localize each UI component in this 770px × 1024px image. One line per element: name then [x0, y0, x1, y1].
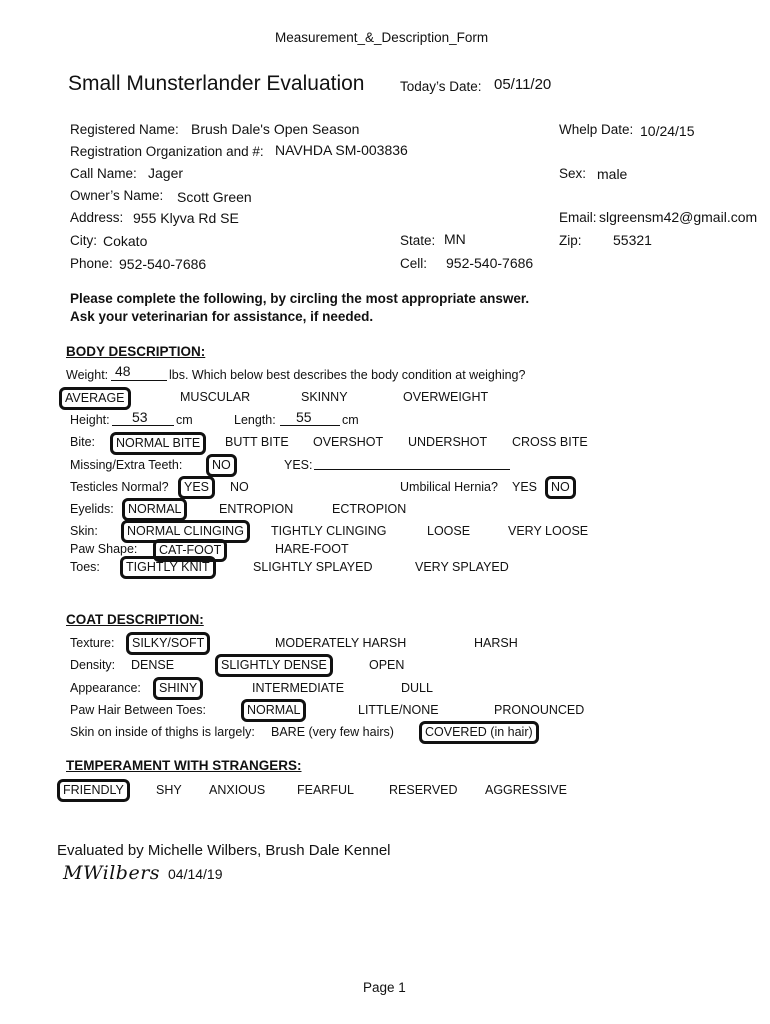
skin-very-loose[interactable]: VERY LOOSE: [508, 524, 589, 538]
weight-value[interactable]: 48: [115, 363, 131, 379]
teeth-no[interactable]: NO: [206, 454, 237, 477]
bite-label: Bite:: [70, 435, 96, 449]
eyelids-normal[interactable]: NORMAL: [122, 498, 187, 521]
bite-overshot[interactable]: OVERSHOT: [313, 435, 384, 449]
hernia-yes[interactable]: YES: [512, 480, 538, 494]
date-label: Today’s Date:: [400, 79, 482, 94]
paw-cat-foot[interactable]: CAT-FOOT: [153, 539, 227, 562]
length-unit: cm: [342, 413, 359, 427]
condition-skinny[interactable]: SKINNY: [301, 390, 348, 404]
reg-org-value[interactable]: NAVHDA SM-003836: [275, 142, 408, 158]
condition-overweight[interactable]: OVERWEIGHT: [403, 390, 489, 404]
owner-value[interactable]: Scott Green: [177, 189, 252, 205]
whelp-date-label: Whelp Date:: [559, 122, 634, 137]
temperament-heading: TEMPERAMENT WITH STRANGERS:: [66, 758, 302, 773]
paw-hair-label: Paw Hair Between Toes:: [70, 703, 206, 717]
bite-butt[interactable]: BUTT BITE: [225, 435, 289, 449]
bite-cross[interactable]: CROSS BITE: [512, 435, 588, 449]
height-value[interactable]: 53: [132, 409, 148, 425]
whelp-date-value[interactable]: 10/24/15: [640, 123, 695, 139]
appearance-intermediate[interactable]: INTERMEDIATE: [252, 681, 345, 695]
toes-tightly-knit[interactable]: TIGHTLY KNIT: [120, 556, 216, 579]
zip-label: Zip:: [559, 233, 582, 248]
condition-muscular[interactable]: MUSCULAR: [180, 390, 251, 404]
date-value[interactable]: 05/11/20: [494, 76, 552, 93]
city-label: City:: [70, 233, 97, 248]
paw-hair-little-none[interactable]: LITTLE/NONE: [358, 703, 439, 717]
skin-label: Skin:: [70, 524, 98, 538]
call-name-label: Call Name:: [70, 166, 137, 181]
thigh-bare[interactable]: BARE (very few hairs): [271, 725, 394, 739]
cell-label: Cell:: [400, 256, 428, 271]
document-title: Measurement_&_Description_Form: [275, 30, 489, 45]
address-label: Address:: [70, 210, 124, 225]
bite-normal[interactable]: NORMAL BITE: [110, 432, 206, 455]
page-number: Page 1: [363, 980, 406, 995]
coat-description-heading: COAT DESCRIPTION:: [66, 612, 204, 627]
zip-value[interactable]: 55321: [613, 232, 652, 248]
eyelids-ectropion[interactable]: ECTROPION: [332, 502, 407, 516]
appearance-shiny[interactable]: SHINY: [153, 677, 203, 700]
temperament-reserved[interactable]: RESERVED: [389, 783, 458, 797]
appearance-label: Appearance:: [70, 681, 141, 695]
temperament-aggressive[interactable]: AGGRESSIVE: [485, 783, 567, 797]
texture-moderately-harsh[interactable]: MODERATELY HARSH: [275, 636, 407, 650]
thigh-skin-label: Skin on inside of thighs is largely:: [70, 725, 255, 739]
temperament-friendly[interactable]: FRIENDLY: [57, 779, 130, 802]
form-title: Small Munsterlander Evaluation: [68, 72, 365, 95]
email-label: Email:: [559, 210, 597, 225]
toes-slightly-splayed[interactable]: SLIGHTLY SPLAYED: [253, 560, 373, 574]
length-underline: [280, 425, 340, 426]
weight-label: Weight:: [66, 368, 109, 382]
skin-normal-clinging[interactable]: NORMAL CLINGING: [121, 520, 250, 543]
phone-label: Phone:: [70, 256, 113, 271]
testicles-no[interactable]: NO: [230, 480, 249, 494]
instructions-line-1: Please complete the following, by circling the most appropriate answer.: [70, 291, 530, 306]
thigh-covered[interactable]: COVERED (in hair): [419, 721, 539, 744]
reg-org-label: Registration Organization and #:: [70, 144, 264, 159]
toes-very-splayed[interactable]: VERY SPLAYED: [415, 560, 509, 574]
toes-label: Toes:: [70, 560, 100, 574]
cell-value[interactable]: 952-540-7686: [446, 255, 534, 271]
testicles-yes[interactable]: YES: [178, 476, 215, 499]
hernia-label: Umbilical Hernia?: [400, 480, 498, 494]
paw-hair-pronounced[interactable]: PRONOUNCED: [494, 703, 585, 717]
density-slightly-dense[interactable]: SLIGHTLY DENSE: [215, 654, 333, 677]
temperament-anxious[interactable]: ANXIOUS: [209, 783, 266, 797]
phone-value[interactable]: 952-540-7686: [119, 256, 207, 272]
height-label: Height:: [70, 413, 110, 427]
density-label: Density:: [70, 658, 116, 672]
registered-name-label: Registered Name:: [70, 122, 179, 137]
length-value[interactable]: 55: [296, 409, 312, 425]
skin-tightly-clinging[interactable]: TIGHTLY CLINGING: [271, 524, 387, 538]
height-underline: [112, 425, 174, 426]
address-value[interactable]: 955 Klyva Rd SE: [133, 210, 239, 226]
state-label: State:: [400, 233, 436, 248]
instructions-line-2: Ask your veterinarian for assistance, if needed.: [70, 309, 374, 324]
sex-label: Sex:: [559, 166, 587, 181]
condition-average[interactable]: AVERAGE: [59, 387, 131, 410]
texture-label: Texture:: [70, 636, 115, 650]
temperament-shy[interactable]: SHY: [156, 783, 182, 797]
teeth-yes-line: [314, 469, 510, 470]
call-name-value[interactable]: Jager: [148, 165, 184, 181]
paw-hare-foot[interactable]: HARE-FOOT: [275, 542, 349, 556]
bite-undershot[interactable]: UNDERSHOT: [408, 435, 488, 449]
registered-name-value[interactable]: Brush Dale's Open Season: [191, 121, 360, 137]
appearance-dull[interactable]: DULL: [401, 681, 433, 695]
signature-date: 04/14/19: [168, 866, 223, 882]
email-value[interactable]: slgreensm42@gmail.com: [599, 209, 758, 225]
height-unit: cm: [176, 413, 193, 427]
sex-value[interactable]: male: [597, 166, 628, 182]
body-description-heading: BODY DESCRIPTION:: [66, 344, 206, 359]
weight-question: lbs. Which below best describes the body condition at weighing?: [169, 368, 526, 382]
state-value[interactable]: MN: [444, 231, 466, 247]
density-open[interactable]: OPEN: [369, 658, 405, 672]
testicles-label: Testicles Normal?: [70, 480, 169, 494]
signature: MWilbers: [63, 862, 161, 884]
eyelids-entropion[interactable]: ENTROPION: [219, 502, 294, 516]
city-value[interactable]: Cokato: [103, 233, 148, 249]
paw-hair-normal[interactable]: NORMAL: [241, 699, 306, 722]
hernia-no[interactable]: NO: [545, 476, 576, 499]
evaluated-by: Evaluated by Michelle Wilbers, Brush Dale Kennel: [57, 842, 391, 859]
temperament-fearful[interactable]: FEARFUL: [297, 783, 354, 797]
skin-loose[interactable]: LOOSE: [427, 524, 471, 538]
density-dense[interactable]: DENSE: [131, 658, 175, 672]
teeth-yes[interactable]: YES:: [284, 458, 313, 472]
owner-label: Owner’s Name:: [70, 188, 164, 203]
teeth-label: Missing/Extra Teeth:: [70, 458, 183, 472]
eyelids-label: Eyelids:: [70, 502, 114, 516]
texture-harsh[interactable]: HARSH: [474, 636, 518, 650]
weight-underline: [111, 380, 167, 381]
length-label: Length:: [234, 413, 276, 427]
paw-shape-label: Paw Shape:: [70, 542, 138, 556]
texture-silky-soft[interactable]: SILKY/SOFT: [126, 632, 210, 655]
